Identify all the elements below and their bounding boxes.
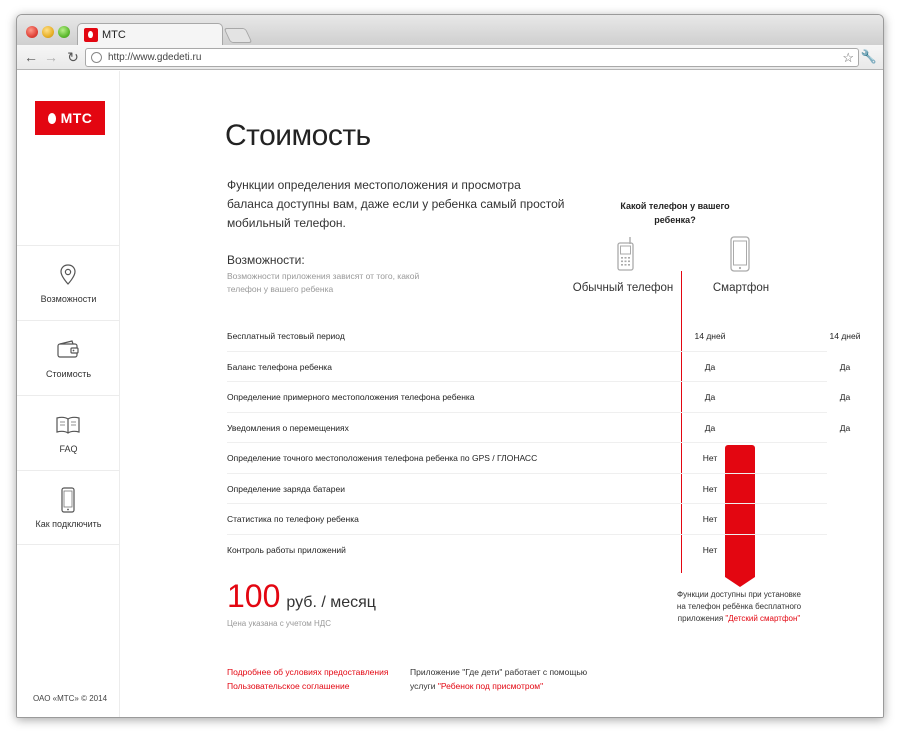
features-heading: Возможности:	[227, 253, 305, 267]
tab-bar	[17, 15, 883, 45]
column-header-feature-phone: Обычный телефон	[572, 282, 674, 294]
sidebar	[17, 71, 120, 718]
app-note	[410, 665, 610, 693]
table-row	[227, 474, 851, 505]
smartphone-value: Да	[839, 422, 851, 433]
smartphone-value: Да	[839, 453, 851, 463]
feature-phone-value: Нет	[702, 544, 718, 555]
tab-title: МТС	[102, 28, 126, 41]
features-table	[227, 321, 861, 565]
table-row	[227, 504, 851, 535]
smartphone-value: Да	[839, 514, 851, 524]
price-note: Цена указана с учетом НДС	[227, 619, 331, 628]
table-row	[227, 443, 851, 474]
forward-arrow-icon[interactable]: →	[44, 49, 58, 65]
feature-phone-value: Да	[704, 392, 716, 402]
ribbon-note-text: Функции доступны при установке на телефон ребёнка бесплатного приложения	[676, 590, 802, 623]
location-pin-icon	[55, 262, 81, 288]
smartphone-value: Да	[839, 361, 851, 372]
footer-links	[227, 665, 388, 693]
feature-phone-value: Нет	[702, 514, 718, 524]
mts-favicon-icon	[84, 28, 98, 42]
smartphone-value: 14 дней	[829, 331, 861, 341]
features-subtext: Возможности приложения зависят от того, какой телефон у вашего ребенка	[227, 271, 420, 294]
sidebar-item-label: Как подключить	[35, 519, 102, 529]
sidebar-item-features[interactable]	[17, 245, 120, 320]
browser-tab[interactable]	[77, 23, 223, 45]
feature-phone-value: 14 дней	[694, 331, 726, 341]
wallet-icon	[55, 337, 81, 363]
sidebar-item-how-to-connect[interactable]	[17, 470, 120, 545]
sidebar-item-faq[interactable]	[17, 395, 120, 470]
logo-text: МТС	[60, 110, 93, 126]
table-row	[227, 352, 851, 383]
address-bar[interactable]	[85, 48, 859, 67]
feature-phone-value: Да	[704, 422, 716, 433]
row-label: Определение примерного местоположения телефона ребенка	[227, 392, 475, 402]
table-row	[227, 321, 861, 352]
intro-text: Функции определения местоположения и просмотра баланса доступны вам, даже если у ребенка самый простой мобильный телефон.	[227, 178, 565, 230]
globe-icon	[91, 52, 102, 63]
smartphone-icon	[55, 487, 81, 513]
browser-toolbar	[17, 45, 883, 70]
kids-smartphone-app-link[interactable]: "Детский смартфон"	[725, 614, 801, 623]
book-icon	[55, 412, 81, 438]
browser-window	[16, 14, 884, 718]
table-row	[227, 535, 851, 566]
row-label: Определение заряда батареи	[227, 483, 345, 494]
price	[227, 578, 376, 615]
zoom-window-button[interactable]	[58, 26, 70, 38]
terms-link[interactable]: Подробнее об условиях предоставления	[227, 667, 389, 677]
sidebar-item-label: Стоимость	[45, 369, 92, 379]
row-label: Определение точного местоположения телефона ребенка по GPS / ГЛОНАСС	[227, 453, 538, 463]
row-label: Баланс телефона ребенка	[227, 361, 332, 372]
feature-phone-value: Нет	[702, 483, 718, 494]
feature-phone-value: Нет	[702, 453, 718, 463]
price-unit: руб. / месяц	[286, 594, 376, 611]
which-phone-heading: Какой телефон у вашего ребенка?	[620, 201, 730, 225]
smartphone-value: Да	[839, 392, 851, 402]
row-label: Контроль работы приложений	[227, 544, 346, 555]
smartphone-value: Да	[839, 544, 851, 555]
table-row	[227, 413, 851, 444]
main-content	[120, 71, 883, 718]
feature-phone-value: Да	[704, 361, 716, 372]
row-label: Уведомления о перемещениях	[227, 422, 349, 433]
ribbon-note	[676, 589, 802, 625]
feature-phone-icon	[615, 236, 637, 272]
page-content	[17, 71, 883, 718]
row-label: Бесплатный тестовый период	[227, 331, 345, 341]
url-text: http://www.gdedeti.ru	[108, 52, 202, 63]
sidebar-item-label: FAQ	[59, 444, 78, 454]
app-note-text: Приложение "Где дети" работает с помощью услуги	[410, 667, 588, 691]
back-arrow-icon[interactable]: ←	[24, 49, 38, 65]
sidebar-item-cost[interactable]	[17, 320, 120, 395]
smartphone-value: Да	[839, 483, 851, 494]
child-supervision-service-link[interactable]: "Ребенок под присмотром"	[437, 681, 544, 691]
row-label: Статистика по телефону ребенка	[227, 514, 359, 524]
page-title: Стоимость	[225, 119, 371, 152]
new-tab-button[interactable]	[224, 28, 253, 43]
column-header-smartphone: Смартфон	[712, 282, 770, 294]
reload-icon[interactable]: ↻	[67, 49, 79, 65]
copyright: ОАО «МТС» © 2014	[33, 694, 108, 703]
close-window-button[interactable]	[26, 26, 38, 38]
smartphone-column-icon	[729, 236, 751, 272]
user-agreement-link[interactable]: Пользовательское соглашение	[227, 681, 350, 691]
wrench-icon[interactable]: 🔧	[860, 49, 877, 64]
bookmark-star-icon[interactable]: ☆	[842, 50, 854, 65]
mts-egg-icon	[48, 113, 56, 124]
minimize-window-button[interactable]	[42, 26, 54, 38]
table-row	[227, 382, 851, 413]
sidebar-item-label: Возможности	[40, 294, 97, 304]
mts-logo[interactable]	[35, 101, 105, 135]
price-value: 100	[227, 578, 281, 614]
